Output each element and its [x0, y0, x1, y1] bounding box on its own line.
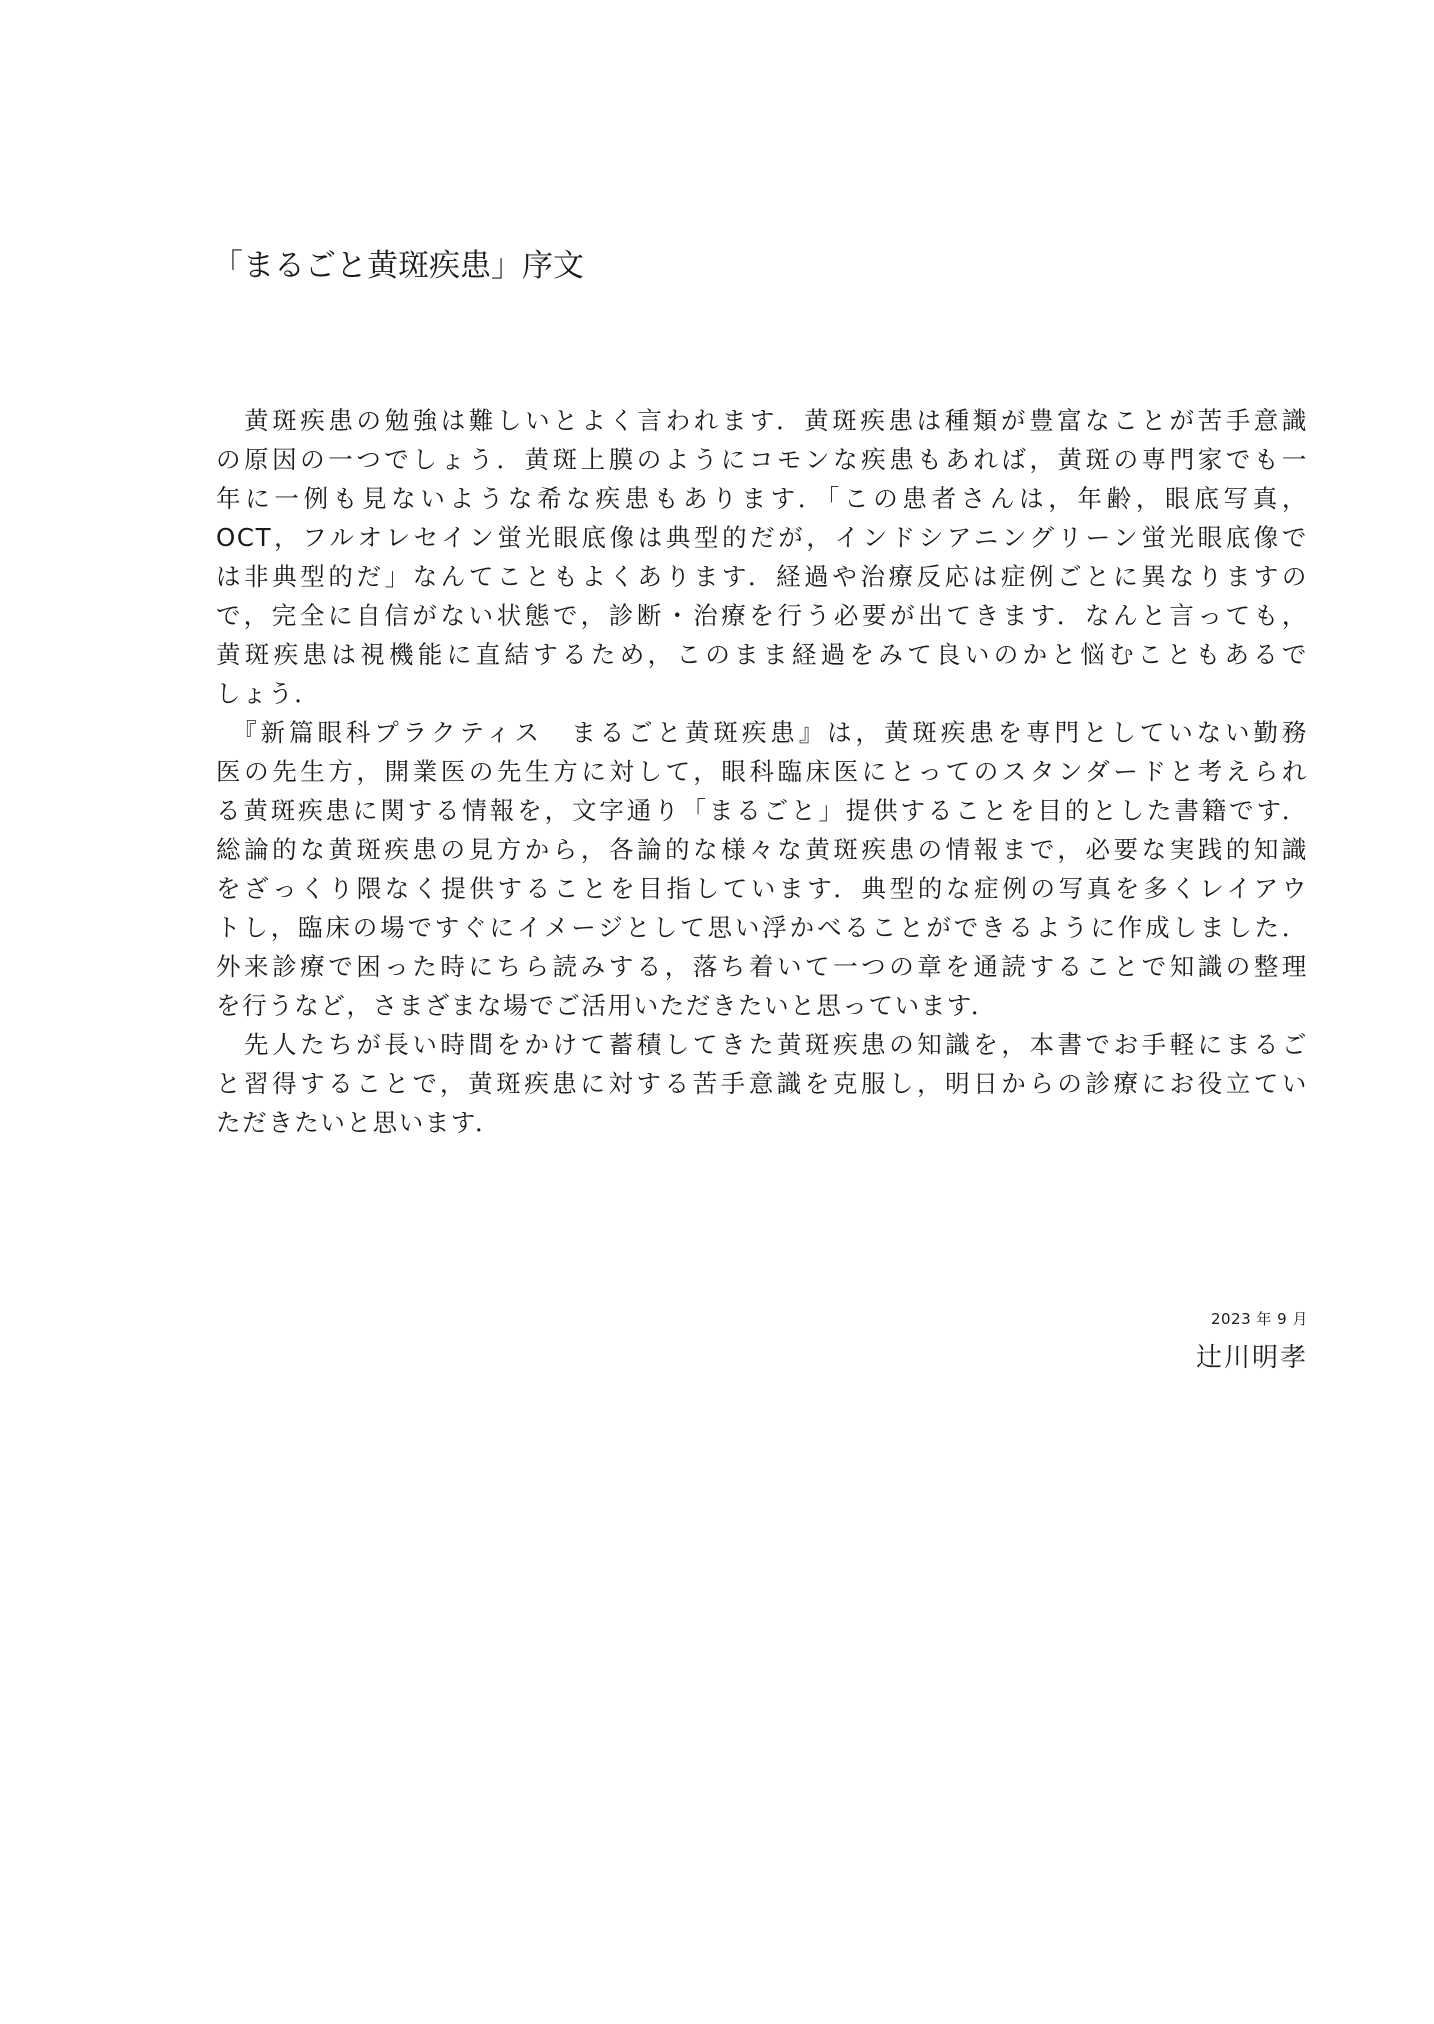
body-line: で，完全に自信がない状態で，診断・治療を行う必要が出てきます．なんと言っても，: [216, 601, 1308, 630]
body-line: と習得することで，黄斑疾患に対する苦手意識を克服し，明日からの診療にお役立てい: [216, 1069, 1308, 1098]
body-line: を行うなど，さまざまな場でご活用いただきたいと思っています．: [216, 991, 998, 1020]
signature-date: 2023 年 9 月: [1210, 1310, 1308, 1328]
body-line: 総論的な黄斑疾患の見方から，各論的な様々な黄斑疾患の情報まで，必要な実践的知識: [216, 835, 1308, 864]
body-line: をざっくり隈なく提供することを目指しています．典型的な症例の写真を多くレイアウ: [216, 874, 1308, 903]
document-title: 「まるごと黄斑疾患」序文: [212, 248, 584, 284]
body-line: 先人たちが長い時間をかけて蓄積してきた黄斑疾患の知識を，本書でお手軽にまるご: [216, 1030, 1308, 1059]
body-line: トし，臨床の場ですぐにイメージとして思い浮かべることができるように作成しました．: [216, 913, 1308, 942]
body-line: 黄斑疾患は視機能に直結するため，このまま経過をみて良いのかと悩むこともあるで: [216, 640, 1308, 669]
body-line: ただきたいと思います．: [216, 1108, 502, 1137]
body-line: 医の先生方，開業医の先生方に対して，眼科臨床医にとってのスタンダードと考えられ: [216, 757, 1308, 786]
body-line: は非典型的だ」なんてこともよくあります．経過や治療反応は症例ごとに異なりますの: [216, 562, 1308, 591]
preface-body: [216, 401, 1308, 1142]
body-line: 外来診療で困った時にちら読みする，落ち着いて一つの章を通読することで知識の整理: [216, 952, 1308, 981]
body-line: る黄斑疾患に関する情報を，文字通り「まるごと」提供することを目的とした書籍です．: [216, 796, 1308, 825]
body-line: 年に一例も見ないような希な疾患もあります．「この患者さんは，年齢，眼底写真，: [216, 484, 1308, 513]
signature-author: 辻川明孝: [1195, 1343, 1308, 1373]
body-line: しょう．: [216, 679, 321, 708]
body-line: OCT，フルオレセイン蛍光眼底像は典型的だが，インドシアニングリーン蛍光眼底像で: [216, 523, 1308, 552]
body-line: の原因の一つでしょう．黄斑上膜のようにコモンな疾患もあれば，黄斑の専門家でも一: [216, 445, 1308, 474]
body-line: 『新篇眼科プラクティス まるごと黄斑疾患』は，黄斑疾患を専門としていない勤務: [216, 718, 1308, 747]
body-line: 黄斑疾患の勉強は難しいとよく言われます．黄斑疾患は種類が豊富なことが苦手意識: [216, 406, 1308, 435]
